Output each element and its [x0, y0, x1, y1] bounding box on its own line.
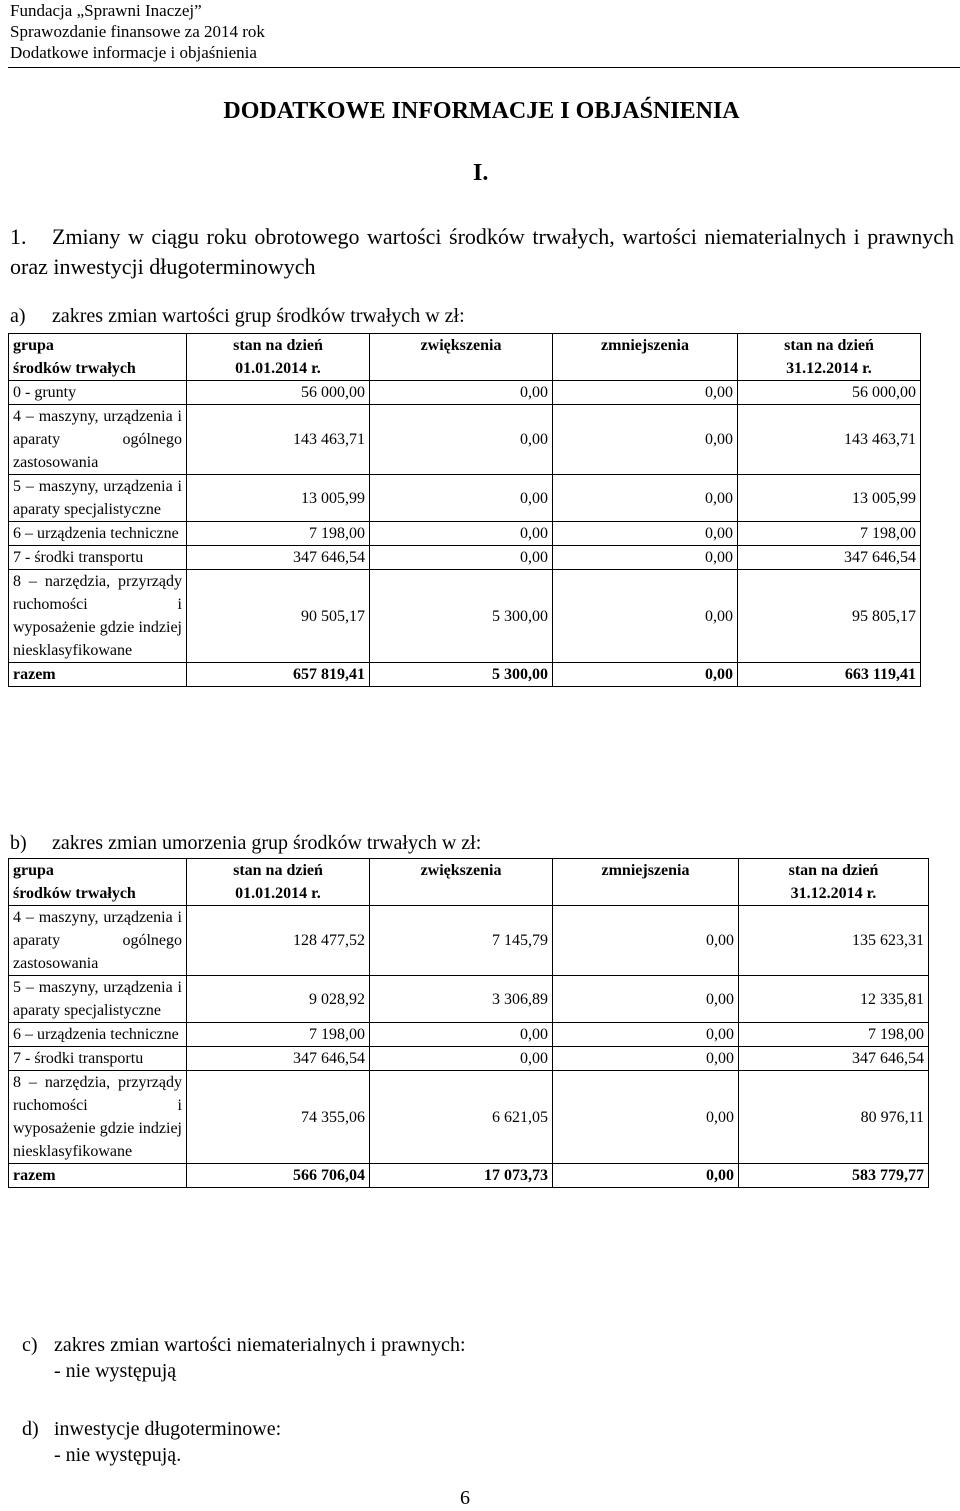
table-total-row: [9, 663, 921, 687]
total-value: 0,00: [553, 663, 738, 687]
section-a-text: zakres zmian wartości grup środków trwałych w zł:: [52, 305, 465, 327]
depreciation-table: [8, 858, 929, 1188]
page-title: DODATKOWE INFORMACJE I OBJAŚNIENIA: [223, 98, 740, 124]
column-header-line: stan na dzień: [233, 337, 323, 354]
value-cell: 135 623,31: [739, 906, 929, 976]
table-header-row: [9, 859, 929, 906]
section-c-letter: c): [22, 1334, 38, 1356]
value-cell: 0,00: [370, 475, 553, 522]
column-header: [553, 859, 739, 906]
value-cell: 3 306,89: [370, 976, 553, 1023]
header-foundation: Fundacja „Sprawni Inaczej”: [10, 1, 202, 20]
column-header-line: stan na dzień: [788, 862, 879, 879]
value-cell: 7 198,00: [738, 522, 921, 546]
section-d-note: - nie występują.: [54, 1444, 182, 1466]
value-cell: 347 646,54: [187, 546, 370, 570]
asset-group-cell: 4 – maszyny, urządzenia i aparaty ogólnego zastosowania: [9, 906, 187, 976]
section-a-heading: [10, 305, 465, 328]
asset-group-cell: 6 – urządzenia techniczne: [9, 1023, 187, 1047]
total-value: 0,00: [553, 1164, 739, 1188]
value-cell: 0,00: [370, 546, 553, 570]
section-d-letter: d): [22, 1418, 39, 1440]
column-header-line: zmniejszenia: [601, 337, 689, 354]
value-cell: 7 145,79: [370, 906, 553, 976]
section-d-text: inwestycje długoterminowe:: [54, 1418, 282, 1440]
value-cell: 0,00: [553, 1071, 739, 1164]
total-value: 583 779,77: [739, 1164, 929, 1188]
column-header-line: stan na dzień: [233, 862, 323, 879]
point-1-text: Zmiany w ciągu roku obrotowego wartości środków trwałych, wartości niematerialnych i prawnych oraz inwestycji długoterminowych: [10, 224, 954, 279]
table-row: [9, 546, 921, 570]
column-header-line: stan na dzień: [784, 337, 874, 354]
value-cell: 143 463,71: [187, 405, 370, 475]
value-cell: 0,00: [553, 570, 738, 663]
asset-group-cell: 6 – urządzenia techniczne: [9, 522, 187, 546]
value-cell: 0,00: [553, 546, 738, 570]
column-header-line: zwiększenia: [420, 862, 502, 879]
value-cell: 7 198,00: [739, 1023, 929, 1047]
point-1: [10, 222, 954, 282]
value-cell: 7 198,00: [187, 1023, 370, 1047]
value-cell: 0,00: [370, 1023, 553, 1047]
column-header-line: zwiększenia: [420, 337, 502, 354]
value-cell: 0,00: [553, 475, 738, 522]
value-cell: 0,00: [553, 381, 738, 405]
value-cell: 12 335,81: [739, 976, 929, 1023]
table-total-row: [9, 1164, 929, 1188]
column-header-line: 01.01.2014 r.: [235, 360, 321, 377]
value-cell: 80 976,11: [739, 1071, 929, 1164]
value-cell: 56 000,00: [187, 381, 370, 405]
value-cell: 0,00: [553, 976, 739, 1023]
column-header-line: 31.12.2014 r.: [786, 360, 872, 377]
asset-group-cell: 7 - środki transportu: [9, 1047, 187, 1071]
column-header-line: grupa: [13, 862, 54, 879]
asset-group-cell: 5 – maszyny, urządzenia i aparaty specjalistyczne: [9, 976, 187, 1023]
section-c-text: zakres zmian wartości niematerialnych i prawnych:: [54, 1334, 466, 1356]
value-cell: 0,00: [370, 1047, 553, 1071]
header-divider: [8, 67, 960, 68]
table-row: [9, 906, 929, 976]
value-cell: 6 621,05: [370, 1071, 553, 1164]
value-cell: 0,00: [553, 405, 738, 475]
table-row: [9, 475, 921, 522]
asset-group-cell: 5 – maszyny, urządzenia i aparaty specjalistyczne: [9, 475, 187, 522]
section-b-text: zakres zmian umorzenia grup środków trwałych w zł:: [52, 832, 482, 854]
column-header: [9, 859, 187, 906]
value-cell: 0,00: [370, 522, 553, 546]
column-header: [553, 334, 738, 381]
column-header: [738, 334, 921, 381]
total-value: 566 706,04: [187, 1164, 370, 1188]
table-row: [9, 1023, 929, 1047]
column-header: [187, 334, 370, 381]
table-header-row: [9, 334, 921, 381]
value-cell: 0,00: [553, 906, 739, 976]
column-header: [9, 334, 187, 381]
table-row: [9, 381, 921, 405]
value-cell: 128 477,52: [187, 906, 370, 976]
value-cell: 347 646,54: [739, 1047, 929, 1071]
value-cell: 13 005,99: [187, 475, 370, 522]
total-label: razem: [9, 663, 187, 687]
table-row: [9, 522, 921, 546]
total-value: 663 119,41: [738, 663, 921, 687]
column-header: [739, 859, 929, 906]
section-b-heading: [10, 832, 481, 855]
fixed-assets-value-table: [8, 333, 921, 687]
value-cell: 7 198,00: [187, 522, 370, 546]
asset-group-cell: 4 – maszyny, urządzenia i aparaty ogólnego zastosowania: [9, 405, 187, 475]
asset-group-cell: 7 - środki transportu: [9, 546, 187, 570]
table-row: [9, 405, 921, 475]
table-row: [9, 1071, 929, 1164]
value-cell: 0,00: [553, 522, 738, 546]
total-value: 17 073,73: [370, 1164, 553, 1188]
asset-group-cell: 8 – narzędzia, przyrządy ruchomości i wyposażenie gdzie indziej niesklasyfikowane: [9, 1071, 187, 1164]
column-header-line: środków trwałych: [13, 360, 136, 377]
section-c-note: - nie występują: [54, 1360, 177, 1382]
value-cell: 9 028,92: [187, 976, 370, 1023]
value-cell: 74 355,06: [187, 1071, 370, 1164]
value-cell: 90 505,17: [187, 570, 370, 663]
column-header-line: 31.12.2014 r.: [790, 885, 877, 902]
column-header-line: środków trwałych: [13, 885, 136, 902]
section-c: [22, 1332, 466, 1384]
point-1-number: 1.: [10, 224, 27, 249]
total-label: razem: [9, 1164, 187, 1188]
value-cell: 0,00: [370, 405, 553, 475]
column-header: [370, 859, 553, 906]
value-cell: 347 646,54: [738, 546, 921, 570]
value-cell: 0,00: [370, 381, 553, 405]
total-value: 5 300,00: [370, 663, 553, 687]
section-d: [22, 1416, 281, 1468]
table-row: [9, 1047, 929, 1071]
document-header: [10, 0, 265, 63]
column-header-line: zmniejszenia: [601, 862, 690, 879]
column-header: [187, 859, 370, 906]
value-cell: 143 463,71: [738, 405, 921, 475]
total-value: 657 819,41: [187, 663, 370, 687]
column-header-line: 01.01.2014 r.: [235, 885, 321, 902]
asset-group-cell: 0 - grunty: [9, 381, 187, 405]
value-cell: 95 805,17: [738, 570, 921, 663]
value-cell: 5 300,00: [370, 570, 553, 663]
value-cell: 0,00: [553, 1023, 739, 1047]
section-a-letter: a): [10, 305, 26, 327]
page-number: 6: [460, 1487, 470, 1509]
value-cell: 347 646,54: [187, 1047, 370, 1071]
value-cell: 56 000,00: [738, 381, 921, 405]
column-header-line: grupa: [13, 337, 54, 354]
table-row: [9, 976, 929, 1023]
header-report: Sprawozdanie finansowe za 2014 rok: [10, 22, 265, 41]
value-cell: 13 005,99: [738, 475, 921, 522]
asset-group-cell: 8 – narzędzia, przyrządy ruchomości i wyposażenie gdzie indziej niesklasyfikowane: [9, 570, 187, 663]
section-number: I.: [473, 160, 489, 186]
header-section: Dodatkowe informacje i objaśnienia: [10, 43, 257, 62]
column-header: [370, 334, 553, 381]
value-cell: 0,00: [553, 1047, 739, 1071]
section-b-letter: b): [10, 832, 27, 854]
table-row: [9, 570, 921, 663]
